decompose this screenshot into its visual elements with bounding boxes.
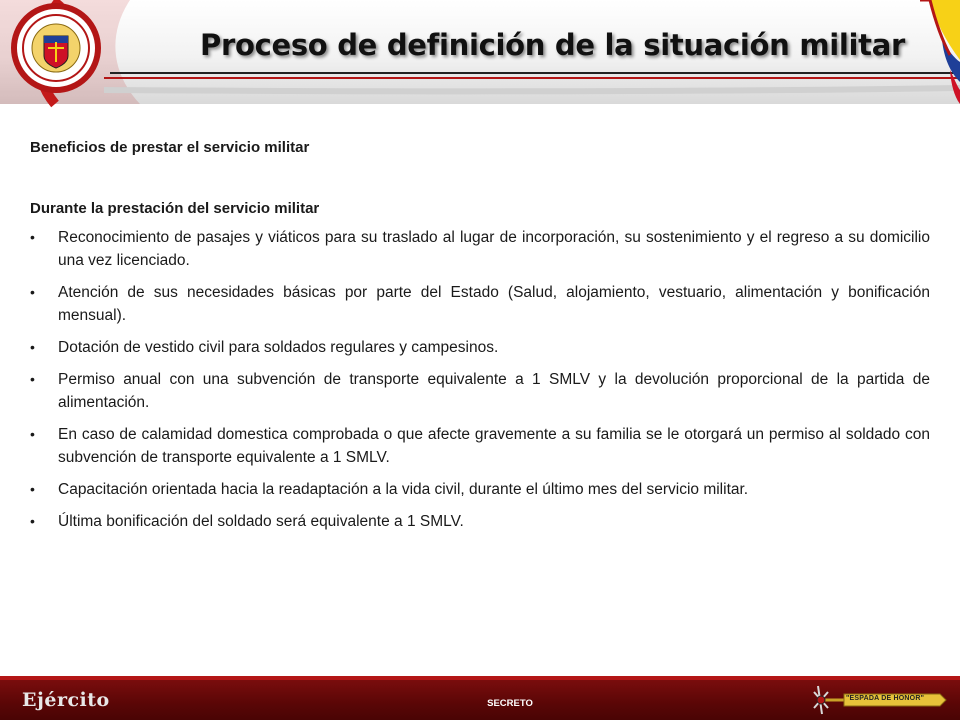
list-item	[30, 478, 930, 501]
army-emblem-icon	[8, 2, 104, 94]
list-item-text: Atención de sus necesidades básicas por parte del Estado (Salud, alojamiento, vestuario, alimentación y bonificación mensual).	[58, 284, 930, 324]
slide-header	[0, 0, 960, 110]
slide-content	[30, 136, 930, 542]
bullet-icon: •	[30, 284, 35, 300]
list-item	[30, 226, 930, 272]
bullet-icon: •	[30, 426, 35, 442]
benefits-heading: Beneficios de prestar el servicio militar	[30, 139, 310, 156]
bullet-icon: •	[30, 339, 35, 355]
list-item-text: Reconocimiento de pasajes y viáticos para su traslado al lugar de incorporación, su sostenimiento y el regreso a su domicilio una vez licenciado.	[58, 229, 930, 269]
benefits-list	[30, 226, 930, 533]
bullet-icon: •	[30, 371, 35, 387]
page-title: Proceso de definición de la situación militar	[200, 28, 905, 62]
list-item	[30, 336, 930, 359]
list-item	[30, 368, 930, 414]
title-underline	[110, 72, 960, 74]
classification-label: SECRETO	[487, 698, 533, 709]
list-item-text: Dotación de vestido civil para soldados regulares y campesinos.	[58, 339, 499, 356]
list-item-text: En caso de calamidad domestica comprobada o que afecte gravemente a su familia se le otorgará un permiso al soldado con subvención de transporte equivalente a 1 SMLV.	[58, 426, 930, 466]
list-item-text: Última bonificación del soldado será equivalente a 1 SMLV.	[58, 513, 464, 530]
colombia-flag-icon	[890, 0, 960, 110]
bullet-icon: •	[30, 229, 35, 245]
list-item-text: Capacitación orientada hacia la readaptación a la vida civil, durante el último mes del servicio militar.	[58, 481, 749, 498]
list-item	[30, 510, 930, 533]
list-item	[30, 281, 930, 327]
list-item	[30, 423, 930, 469]
motto-label: "ESPADA DE HONOR"	[846, 695, 925, 702]
bullet-icon: •	[30, 513, 35, 529]
list-item-text: Permiso anual con una subvención de transporte equivalente a 1 SMLV y la devolución proporcional de la partida de alimentación.	[58, 371, 930, 411]
service-period-heading: Durante la prestación del servicio militar	[30, 200, 320, 217]
bullet-icon: •	[30, 481, 35, 497]
army-brand-logo: Ejército	[22, 689, 110, 711]
